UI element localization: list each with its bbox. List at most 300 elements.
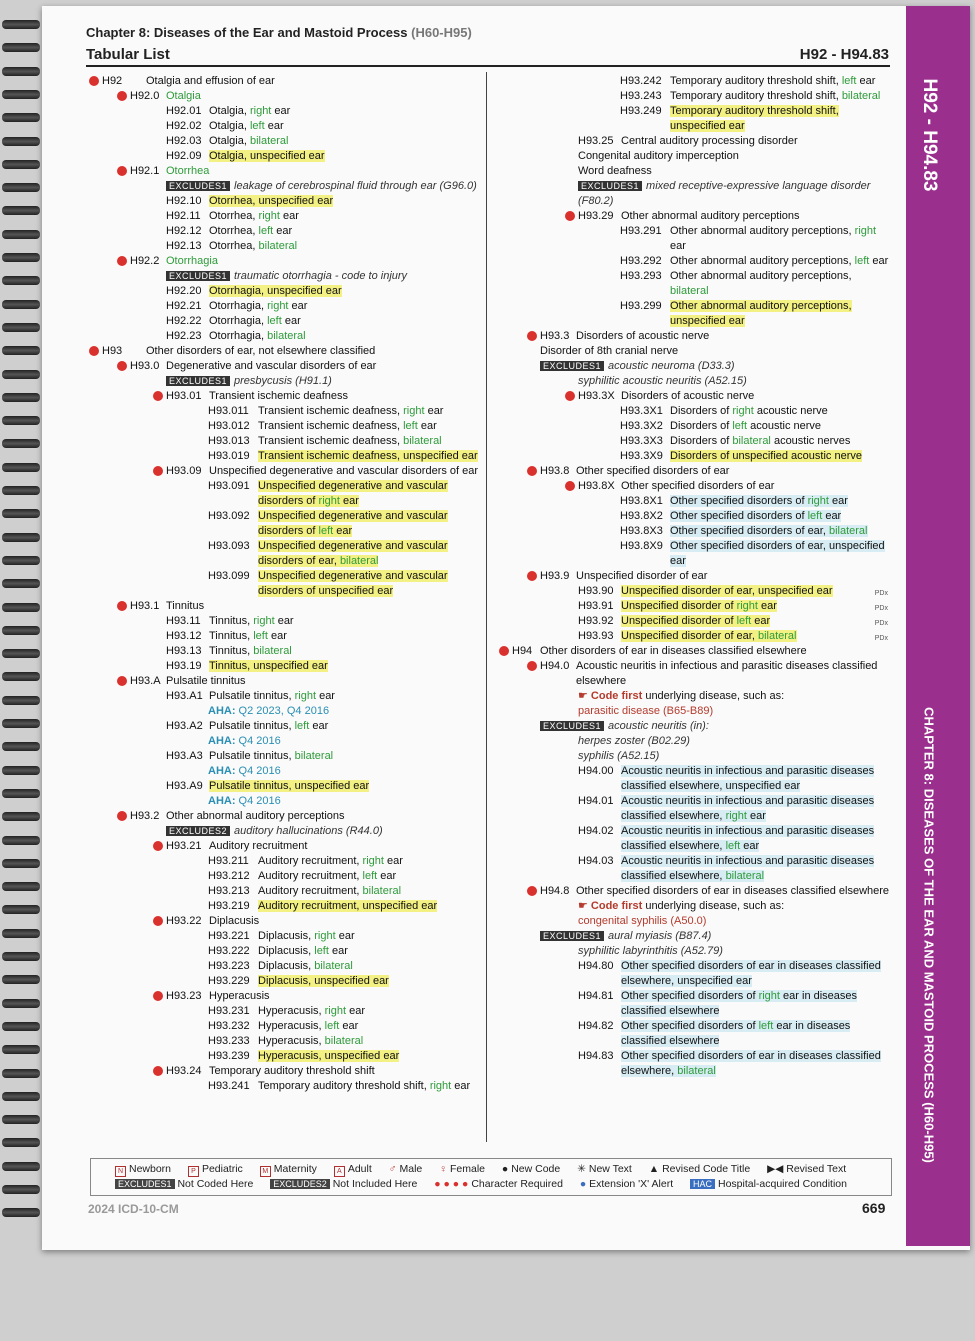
excludes-badge: EXCLUDES1 [166,376,230,386]
excludes1-badge: EXCLUDES1 [115,1179,175,1189]
tabular-entry [86,284,482,299]
tabular-entry [86,1079,482,1094]
tabular-entry [492,164,892,179]
tabular-entry [492,884,892,899]
tabular-entry [86,224,482,239]
icd-code: H93.8 [540,465,570,477]
tabular-entry [86,434,482,449]
tabular-entry [86,374,482,389]
excludes-note: EXCLUDES1 acoustic neuritis (in): [540,719,892,734]
spiral-coil [2,836,40,845]
excludes-note: EXCLUDES1 traumatic otorrhagia - code to injury [166,269,482,284]
code-description: Otorrhagia, left ear [209,315,301,327]
spiral-coil [2,1115,40,1124]
character-required-icon [117,601,127,611]
pdx-icon: PDx [874,590,888,597]
character-required-icon [565,211,575,221]
edition-label: 2024 ICD-10-CM [88,1202,179,1216]
spiral-coil [2,300,40,309]
icd-code: H93.092 [208,510,250,522]
excludes-note: EXCLUDES1 presbycusis (H91.1) [166,374,482,389]
code-description: Acoustic neuritis in infectious and parasitic diseases classified elsewhere, unspecified ear [621,765,875,792]
tabular-entry [492,569,892,584]
tabular-entry [492,629,892,644]
tabular-entry [86,599,482,614]
icd-code: H94.00 [578,765,614,777]
legend-row-1 [115,1163,860,1177]
icd-code: H93.3X9 [620,450,663,462]
icd-code: H93.242 [620,75,662,87]
icd-code: H93.212 [208,870,250,882]
code-description: Unspecified disorder of ear [576,570,708,582]
spiral-coil [2,183,40,192]
code-description: Diplacusis [209,915,260,927]
code-description: Tinnitus, right ear [209,615,294,627]
tabular-entry [492,344,892,359]
tabular-entry [86,1004,482,1019]
column-divider [486,72,487,1142]
tabular-entry [86,824,482,839]
code-description: Hyperacusis, right ear [258,1005,366,1017]
tabular-entry [86,239,482,254]
tabular-entry [86,344,482,359]
character-required-icon [527,331,537,341]
legend [90,1158,892,1196]
icd-code: H93.243 [620,90,662,102]
code-description: Central auditory processing disorder [621,135,798,147]
legend-female: ♀ Female [439,1163,485,1175]
icd-code: H93.213 [208,885,250,897]
tabular-entry [86,314,482,329]
excludes-note: EXCLUDES1 aural myiasis (B87.4) [540,929,892,944]
spiral-coil [2,696,40,705]
icd-code: H93.90 [578,585,614,597]
tabular-entry [86,914,482,929]
code-description: congenital syphilis (A50.0) [578,915,707,927]
icd-code: H92.2 [130,255,160,267]
icd-code: H93.019 [208,450,250,462]
spiral-coil [2,463,40,472]
icd-code: H93.211 [208,855,249,867]
tabular-entry [492,764,892,794]
code-description: Pulsatile tinnitus, left ear [209,720,329,732]
icd-code: H93.2 [130,810,160,822]
icd-code: H94.82 [578,1020,614,1032]
spiral-coil [2,370,40,379]
legend-not-coded: EXCLUDES1 Not Coded Here [115,1178,253,1190]
icd-code: H93.093 [208,540,250,552]
tabular-entry [492,209,892,224]
icd-code: H93.13 [166,645,202,657]
tabular-entry [86,1034,482,1049]
tabular-entry [86,1049,482,1064]
icd-code: H93.011 [208,405,249,417]
character-required-icon [527,466,537,476]
tabular-entry [86,644,482,659]
excludes-badge: EXCLUDES1 [166,181,230,191]
legend-adult: A Adult [334,1163,372,1175]
section-title: Tabular List [86,46,170,63]
icd-code: H93.3X1 [620,405,663,417]
tabular-entry [492,719,892,734]
tabular-entry [492,89,892,104]
triangle-icon: ▲ [648,1163,663,1175]
spiral-coil [2,1092,40,1101]
newborn-icon: N [115,1166,126,1177]
tabular-entry [492,734,892,749]
spiral-coil [2,1138,40,1147]
icd-code: H93.291 [620,225,662,237]
spiral-binding [0,20,40,1240]
aha-reference: AHA: Q4 2016 [208,735,281,747]
page-number: 669 [862,1200,886,1216]
tabular-entry [492,524,892,539]
tabular-entry [492,659,892,689]
tabular-entry [492,989,892,1019]
character-required-icon [565,481,575,491]
icd-code: H93.23 [166,990,202,1002]
icd-code: H93.221 [208,930,250,942]
code-description: Other specified disorders of left ear [670,510,842,522]
character-required-icon [117,811,127,821]
tabular-entry [492,689,892,704]
spiral-coil [2,1022,40,1031]
code-description: Unspecified disorder of ear, unspecified ear [621,585,833,597]
icd-code: H93.232 [208,1020,250,1032]
icd-code: H93.A2 [166,720,203,732]
icd-code: H93.8X1 [620,495,663,507]
character-required-icon [153,916,163,926]
icd-code: H94.81 [578,990,614,1002]
code-description: Pulsatile tinnitus, unspecified ear [209,780,370,792]
tabular-entry [492,614,892,629]
code-description: Word deafness [578,165,652,177]
legend-new-text: ✳ New Text [577,1163,632,1175]
code-description: Transient ischemic deafness, right ear [258,405,444,417]
icd-code: H93.8X [578,480,615,492]
tabular-entry [86,389,482,404]
icd-code: H93.A1 [166,690,203,702]
code-description: Tinnitus, bilateral [209,645,292,657]
character-required-icon [499,646,509,656]
code-description: Temporary auditory threshold shift, unspecified ear [670,105,839,132]
spiral-coil [2,1045,40,1054]
tabular-entry [86,704,482,719]
code-description: parasitic disease (B65-B89) [578,705,714,717]
code-first-icon: ☛ [578,690,591,702]
excludes-note: EXCLUDES1 mixed receptive-expressive language disorder (F80.2) [578,180,871,207]
code-description: Unspecified disorder of ear, bilateral [621,630,797,642]
icd-code: H93.241 [208,1080,250,1092]
character-required-icons: ● ● ● ● [434,1178,472,1190]
icd-code: H93.3X2 [620,420,663,432]
tabular-entry [492,1019,892,1049]
icd-code: H93.92 [578,615,614,627]
spiral-coil [2,439,40,448]
spiral-coil [2,393,40,402]
excludes-badge: EXCLUDES1 [166,271,230,281]
legend-row-2 [115,1178,861,1190]
tabular-entry [86,569,482,599]
tabular-entry [86,194,482,209]
spiral-coil [2,672,40,681]
code-description: Auditory recruitment, left ear [258,870,397,882]
icd-code: H92.13 [166,240,202,252]
code-description: Unspecified degenerative and vascular disorders of right ear [258,480,448,507]
legend-not-included: EXCLUDES2 Not Included Here [270,1178,417,1190]
spiral-coil [2,1185,40,1194]
excludes2-badge: EXCLUDES2 [270,1179,330,1189]
tabular-entry [86,899,482,914]
code-description: Temporary auditory threshold shift, right ear [258,1080,471,1092]
tabular-entry [492,599,892,614]
tabular-entry [86,254,482,269]
icd-code: H92.10 [166,195,202,207]
tabular-entry [492,824,892,854]
icd-code: H94.80 [578,960,614,972]
icd-code: H92.01 [166,105,202,117]
chapter-title: Chapter 8: Diseases of the Ear and Mastoid Process (H60-H95) [86,25,472,40]
icd-code: H93.25 [578,135,614,147]
tabular-entry [86,149,482,164]
code-description: Otalgia, bilateral [209,135,289,147]
code-description: Other abnormal auditory perceptions [166,810,345,822]
spiral-coil [2,789,40,798]
tabular-entry [86,674,482,689]
tabular-entry [492,404,892,419]
tabular-entry [492,269,892,299]
code-description: Acoustic neuritis in infectious and parasitic diseases classified elsewhere, bilateral [621,855,875,882]
tabular-entry [86,854,482,869]
tabular-entry [492,929,892,944]
code-description: Temporary auditory threshold shift [209,1065,375,1077]
tabular-entry [86,299,482,314]
tabular-entry [86,659,482,674]
code-first-note: ☛ Code first underlying disease, such as: [578,690,785,702]
icd-code: H93.01 [166,390,202,402]
code-description: Otalgia, unspecified ear [209,150,325,162]
icd-code: H93.22 [166,915,202,927]
maternity-icon: M [260,1166,271,1177]
tabular-entry [86,944,482,959]
tabular-entry [492,854,892,884]
tabular-entry [86,794,482,809]
legend-male: ♂ Male [388,1163,423,1175]
icd-code: H93.1 [130,600,160,612]
tabular-entry [492,359,892,374]
excludes-badge: EXCLUDES1 [540,931,604,941]
code-description: Auditory recruitment, right ear [258,855,403,867]
code-description: Disorders of right acoustic nerve [670,405,828,417]
page-code-range: H92 - H94.83 [799,46,889,63]
spiral-coil [2,905,40,914]
code-description: Degenerative and vascular disorders of ear [166,360,377,372]
code-description: Disorder of 8th cranial nerve [540,345,679,357]
spiral-coil [2,160,40,169]
icd-code: H93.8X9 [620,540,663,552]
spiral-coil [2,323,40,332]
code-description: Unspecified degenerative and vascular disorders of unspecified ear [258,570,448,597]
spiral-coil [2,649,40,658]
code-description: Other specified disorders of ear in diseases classified elsewhere, unspecified ear [621,960,881,987]
tabular-entry [86,959,482,974]
icd-code: H93.A [130,675,161,687]
icd-code: H92.12 [166,225,202,237]
character-required-icon [153,991,163,1001]
code-description: Otorrhagia [166,255,218,267]
icd-code: H93.29 [578,210,614,222]
tabular-entry [86,749,482,764]
code-description: Acoustic neuritis in infectious and parasitic diseases classified elsewhere [576,660,878,687]
pdx-icon: PDx [874,635,888,642]
icd-code: H94.83 [578,1050,614,1062]
spiral-coil [2,43,40,52]
tabular-entry [492,509,892,524]
character-required-icon [117,361,127,371]
tabular-entry [492,449,892,464]
tabular-entry [492,224,892,254]
code-description: Other specified disorders of ear in diseases classified elsewhere, bilateral [621,1050,881,1077]
code-description: Otorrhagia, unspecified ear [209,285,342,297]
icd-code: H93.233 [208,1035,250,1047]
excludes-note: EXCLUDES2 auditory hallucinations (R44.0) [166,824,482,839]
tab-chapter-title: CHAPTER 8: DISEASES OF THE EAR AND MASTOID PROCESS (H60-H95) [921,707,937,1163]
code-description: herpes zoster (B02.29) [578,735,690,747]
code-description: Diplacusis, right ear [258,930,355,942]
icd-code: H93.3X [578,390,615,402]
icd-code: H93.239 [208,1050,250,1062]
character-required-icon [527,661,537,671]
icd-code: H93.21 [166,840,202,852]
legend-extension-alert: ● Extension 'X' Alert [579,1178,674,1190]
spiral-coil [2,113,40,122]
icd-code: H93.219 [208,900,250,912]
code-description: Unspecified disorder of right ear [621,600,777,612]
icd-code: H93.222 [208,945,250,957]
excludes-note: EXCLUDES1 acoustic neuroma (D33.3) [540,359,892,374]
spiral-coil [2,20,40,29]
code-description: Otalgia, left ear [209,120,284,132]
icd-code: H94.8 [540,885,570,897]
tabular-entry [86,464,482,479]
icd-code: H93.299 [620,300,662,312]
code-description: Hyperacusis, unspecified ear [258,1050,400,1062]
code-description: Other specified disorders of right ear [670,495,848,507]
code-description: Otalgia and effusion of ear [146,75,275,87]
tabular-entry [492,794,892,824]
code-description: Unspecified degenerative and vascular disorders of ear, bilateral [258,540,448,567]
spiral-coil [2,206,40,215]
tabular-entry [492,134,892,149]
icd-code: H93.293 [620,270,662,282]
aha-reference: AHA: Q4 2016 [208,795,281,807]
icd-code: H92.09 [166,150,202,162]
right-column [492,74,892,1079]
tabular-entry [492,464,892,479]
icd-code: H93.91 [578,600,614,612]
icd-code: H93.091 [208,480,250,492]
code-description: Other specified disorders of left ear in diseases classified elsewhere [621,1020,851,1047]
tabular-entry [492,914,892,929]
tabular-entry [86,539,482,569]
code-description: Pulsatile tinnitus [166,675,246,687]
code-description: Acoustic neuritis in infectious and parasitic diseases classified elsewhere, right ear [621,795,875,822]
tabular-entry [492,539,892,569]
icd-code: H93.93 [578,630,614,642]
icd-code: H93.3 [540,330,570,342]
legend-newborn: N Newborn [115,1163,171,1175]
code-description: Other abnormal auditory perceptions, bilateral [670,270,852,297]
icd-code: H92.11 [166,210,201,222]
tabular-entry [86,509,482,539]
icd-code: H92.22 [166,315,202,327]
icd-code: H93.013 [208,435,250,447]
aha-reference: AHA: Q2 2023, Q4 2016 [208,705,330,717]
code-description: Other specified disorders of ear in diseases classified elsewhere [576,885,890,897]
hac-badge: HAC [690,1179,715,1189]
tab-code-range: H92 - H94.83 [919,78,940,192]
spiral-coil [2,975,40,984]
code-description: Diplacusis, left ear [258,945,348,957]
code-description: Other specified disorders of ear [621,480,775,492]
tabular-entry [86,629,482,644]
tabular-entry [492,299,892,329]
tabular-entry [86,809,482,824]
icd-code: H93.11 [166,615,201,627]
excludes-badge: EXCLUDES1 [578,181,642,191]
spiral-coil [2,556,40,565]
character-required-icon [117,91,127,101]
code-description: Other specified disorders of ear, unspecified ear [670,540,885,567]
spiral-coil [2,929,40,938]
code-description: Auditory recruitment, unspecified ear [258,900,438,912]
tabular-entry [492,329,892,344]
character-required-icon [153,1066,163,1076]
icd-code: H92.0 [130,90,160,102]
spiral-coil [2,230,40,239]
tabular-entry [86,419,482,434]
icd-code: H93.8X2 [620,510,663,522]
code-description: Pulsatile tinnitus, right ear [209,690,335,702]
code-description: Transient ischemic deafness [209,390,348,402]
code-description: Diplacusis, bilateral [258,960,353,972]
icd-code: H92.23 [166,330,202,342]
spiral-coil [2,812,40,821]
icd-code: H93.A9 [166,780,203,792]
tabular-entry [492,944,892,959]
tabular-entry [86,719,482,734]
tabular-entry [492,254,892,269]
spiral-coil [2,1069,40,1078]
spiral-coil [2,416,40,425]
code-description: Disorders of bilateral acoustic nerves [670,435,851,447]
code-description: Otorrhagia, bilateral [209,330,306,342]
revised-arrows-icon: ▶◀ [767,1163,787,1175]
tabular-entry [86,929,482,944]
code-description: Otorrhea, left ear [209,225,293,237]
icd-code: H93.012 [208,420,250,432]
spiral-coil [2,742,40,751]
icd-code: H93.24 [166,1065,202,1077]
tabular-entry [492,1049,892,1079]
tabular-entry [492,899,892,914]
tabular-entry [492,389,892,404]
code-description: Temporary auditory threshold shift, left ear [670,75,876,87]
icd-code: H94.03 [578,855,614,867]
icd-code: H93.3X3 [620,435,663,447]
tabular-entry [86,89,482,104]
icd-code: H92.03 [166,135,202,147]
